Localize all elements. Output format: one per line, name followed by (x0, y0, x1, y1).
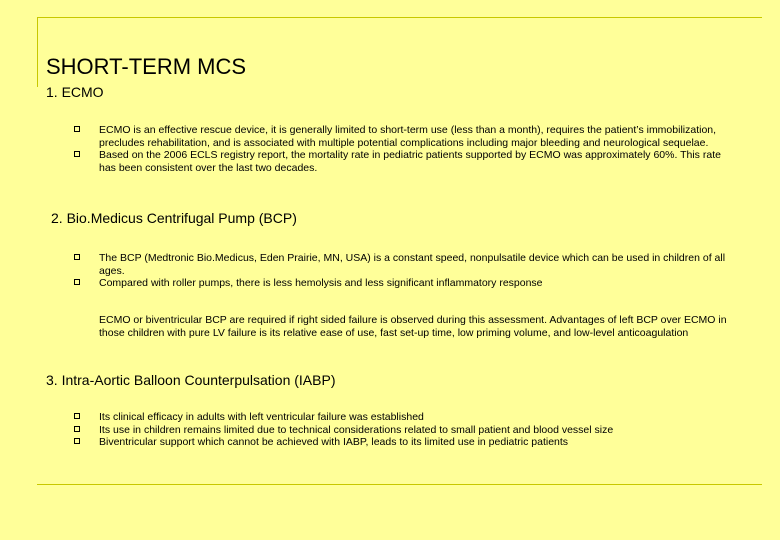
square-bullet-icon (74, 413, 80, 419)
slide-title: SHORT-TERM MCS (46, 54, 247, 79)
bcp-paragraph: ECMO or biventricular BCP are required if right sided failure is observed during this assessment. Advantages of left BCP over ECMO in those children with pure LV failure is its relative ease of use, fast set-up time, low priming volume, and low-level anticoagulation (99, 314, 727, 339)
list-item: Its clinical efficacy in adults with left ventricular failure was established (74, 411, 727, 424)
ecmo-bullet-list (74, 124, 727, 174)
square-bullet-icon (74, 279, 80, 285)
square-bullet-icon (74, 438, 80, 444)
section-heading-iabp: 3. Intra-Aortic Balloon Counterpulsation (IABP) (46, 372, 336, 388)
square-bullet-icon (74, 426, 80, 432)
section-heading-bcp: 2. Bio.Medicus Centrifugal Pump (BCP) (51, 210, 297, 226)
square-bullet-icon (74, 126, 80, 132)
iabp-bullet-list (74, 411, 727, 449)
list-item: ECMO is an effective rescue device, it is generally limited to short-term use (less than a month), requires the patient’s immobilization, precludes rehabilitation, and is associated with multiple potential complications including major bleeding and neurological sequelae. (74, 124, 727, 149)
bottom-divider (37, 484, 762, 485)
section-heading-ecmo: 1. ECMO (46, 84, 104, 100)
list-item: Based on the 2006 ECLS registry report, the mortality rate in pediatric patients supported by ECMO was approximately 60%. This rate has been consistent over the last two decades. (74, 149, 727, 174)
list-item: The BCP (Medtronic Bio.Medicus, Eden Prairie, MN, USA) is a constant speed, nonpulsatile device which can be used in children of all ages. (74, 252, 727, 277)
square-bullet-icon (74, 151, 80, 157)
bcp-bullet-list (74, 252, 727, 290)
square-bullet-icon (74, 254, 80, 260)
list-item: Its use in children remains limited due to technical considerations related to small patient and blood vessel size (74, 424, 727, 437)
list-item: Biventricular support which cannot be achieved with IABP, leads to its limited use in pediatric patients (74, 436, 727, 449)
list-item: Compared with roller pumps, there is less hemolysis and less significant inflammatory response (74, 277, 727, 290)
top-divider (37, 17, 762, 18)
left-divider (37, 17, 38, 87)
